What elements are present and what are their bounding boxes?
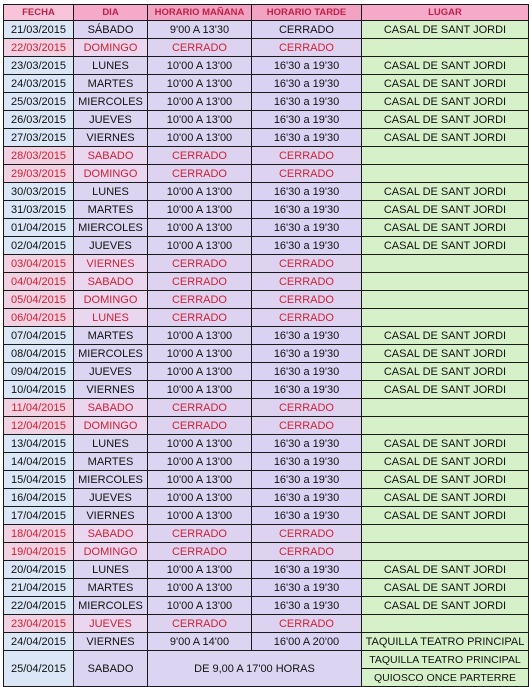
cell-date: 25/03/2015 xyxy=(4,93,74,111)
cell-morning-hours: 10'00 A 13'00 xyxy=(148,489,252,507)
cell-afternoon-hours: 16'30 a 19'30 xyxy=(252,435,362,453)
cell-morning-hours: 10'00 A 13'00 xyxy=(148,453,252,471)
cell-place: CASAL DE SANT JORDI xyxy=(362,201,529,219)
table-row xyxy=(4,561,529,579)
cell-date: 25/04/2015 xyxy=(4,651,74,687)
cell-date: 23/04/2015 xyxy=(4,615,74,633)
header-day: DIA xyxy=(74,5,148,21)
cell-afternoon-hours: 16'30 a 19'30 xyxy=(252,471,362,489)
cell-day: VIERNES xyxy=(74,381,148,399)
cell-date: 19/04/2015 xyxy=(4,543,74,561)
cell-day: MARTES xyxy=(74,579,148,597)
cell-place: CASAL DE SANT JORDI xyxy=(362,327,529,345)
cell-date: 02/04/2015 xyxy=(4,237,74,255)
table-row xyxy=(4,399,529,417)
cell-afternoon-hours: CERRADO xyxy=(252,273,362,291)
schedule-wrapper xyxy=(3,4,529,687)
table-row xyxy=(4,165,529,183)
table-row xyxy=(4,237,529,255)
cell-place: CASAL DE SANT JORDI xyxy=(362,75,529,93)
table-row xyxy=(4,327,529,345)
cell-afternoon-hours: 16'30 a 19'30 xyxy=(252,345,362,363)
cell-afternoon-hours: 16'30 a 19'30 xyxy=(252,597,362,615)
table-row xyxy=(4,417,529,435)
cell-place xyxy=(362,309,529,327)
cell-morning-hours: CERRADO xyxy=(148,309,252,327)
cell-place: CASAL DE SANT JORDI xyxy=(362,561,529,579)
cell-date: 31/03/2015 xyxy=(4,201,74,219)
cell-date: 03/04/2015 xyxy=(4,255,74,273)
cell-afternoon-hours: 16'30 a 19'30 xyxy=(252,579,362,597)
cell-place: CASAL DE SANT JORDI xyxy=(362,489,529,507)
cell-morning-hours: 10'00 A 13'00 xyxy=(148,129,252,147)
cell-day: LUNES xyxy=(74,435,148,453)
cell-day: MIERCOLES xyxy=(74,219,148,237)
table-row xyxy=(4,57,529,75)
cell-date: 11/04/2015 xyxy=(4,399,74,417)
cell-day: MIERCOLES xyxy=(74,597,148,615)
cell-morning-hours: 10'00 A 13'00 xyxy=(148,507,252,525)
table-row xyxy=(4,525,529,543)
cell-place: CASAL DE SANT JORDI xyxy=(362,57,529,75)
cell-day: DOMINGO xyxy=(74,417,148,435)
cell-date: 22/04/2015 xyxy=(4,597,74,615)
table-row xyxy=(4,507,529,525)
table-row xyxy=(4,21,529,39)
cell-afternoon-hours: 16'30 a 19'30 xyxy=(252,237,362,255)
cell-date: 01/04/2015 xyxy=(4,219,74,237)
cell-morning-hours: 10'00 A 13'00 xyxy=(148,327,252,345)
cell-day: JUEVES xyxy=(74,489,148,507)
cell-place: CASAL DE SANT JORDI xyxy=(362,597,529,615)
header-afternoon-hours: HORARIO TARDE xyxy=(252,5,362,21)
cell-afternoon-hours: CERRADO xyxy=(252,525,362,543)
cell-day: VIERNES xyxy=(74,633,148,651)
cell-afternoon-hours: CERRADO xyxy=(252,21,362,39)
cell-place: CASAL DE SANT JORDI xyxy=(362,435,529,453)
cell-date: 13/04/2015 xyxy=(4,435,74,453)
cell-morning-hours: 10'00 A 13'00 xyxy=(148,561,252,579)
cell-place: CASAL DE SANT JORDI xyxy=(362,507,529,525)
cell-date: 16/04/2015 xyxy=(4,489,74,507)
cell-day: MARTES xyxy=(74,327,148,345)
table-row xyxy=(4,453,529,471)
table-row xyxy=(4,273,529,291)
cell-day: VIERNES xyxy=(74,507,148,525)
cell-date: 28/03/2015 xyxy=(4,147,74,165)
cell-morning-hours: 10'00 A 13'00 xyxy=(148,381,252,399)
cell-day: LUNES xyxy=(74,561,148,579)
cell-day: SABADO xyxy=(74,651,148,687)
cell-date: 24/03/2015 xyxy=(4,75,74,93)
cell-day: MARTES xyxy=(74,75,148,93)
cell-place xyxy=(362,39,529,57)
cell-day: JUEVES xyxy=(74,363,148,381)
table-row xyxy=(4,129,529,147)
cell-day: DOMINGO xyxy=(74,165,148,183)
cell-place: CASAL DE SANT JORDI xyxy=(362,183,529,201)
cell-place xyxy=(362,525,529,543)
cell-date: 09/04/2015 xyxy=(4,363,74,381)
cell-date: 20/04/2015 xyxy=(4,561,74,579)
table-row xyxy=(4,543,529,561)
cell-morning-hours: CERRADO xyxy=(148,399,252,417)
cell-afternoon-hours: 16'30 a 19'30 xyxy=(252,183,362,201)
cell-afternoon-hours: 16'30 a 19'30 xyxy=(252,129,362,147)
cell-day: SABADO xyxy=(74,399,148,417)
table-row xyxy=(4,147,529,165)
cell-place: CASAL DE SANT JORDI xyxy=(362,93,529,111)
table-row xyxy=(4,471,529,489)
cell-day: LUNES xyxy=(74,183,148,201)
table-row xyxy=(4,183,529,201)
cell-afternoon-hours: 16'30 a 19'30 xyxy=(252,75,362,93)
cell-morning-hours: 10'00 A 13'00 xyxy=(148,237,252,255)
cell-afternoon-hours: 16'30 a 19'30 xyxy=(252,201,362,219)
cell-date: 29/03/2015 xyxy=(4,165,74,183)
cell-morning-hours: 9'00 A 13'30 xyxy=(148,21,252,39)
cell-afternoon-hours: CERRADO xyxy=(252,39,362,57)
table-row xyxy=(4,255,529,273)
cell-day: JUEVES xyxy=(74,111,148,129)
cell-date: 27/03/2015 xyxy=(4,129,74,147)
cell-day: JUEVES xyxy=(74,237,148,255)
cell-day: MIERCOLES xyxy=(74,345,148,363)
cell-afternoon-hours: CERRADO xyxy=(252,165,362,183)
cell-afternoon-hours: 16'30 a 19'30 xyxy=(252,453,362,471)
cell-date: 08/04/2015 xyxy=(4,345,74,363)
cell-place: TAQUILLA TEATRO PRINCIPAL xyxy=(362,633,529,651)
cell-place xyxy=(362,417,529,435)
cell-morning-hours: CERRADO xyxy=(148,165,252,183)
cell-day: LUNES xyxy=(74,309,148,327)
cell-morning-hours: CERRADO xyxy=(148,543,252,561)
cell-morning-hours: 10'00 A 13'00 xyxy=(148,57,252,75)
table-row xyxy=(4,489,529,507)
cell-place xyxy=(362,543,529,561)
table-row xyxy=(4,345,529,363)
cell-morning-hours: 10'00 A 13'00 xyxy=(148,345,252,363)
cell-date: 30/03/2015 xyxy=(4,183,74,201)
table-row-last xyxy=(4,651,529,669)
cell-date: 18/04/2015 xyxy=(4,525,74,543)
cell-place xyxy=(362,291,529,309)
cell-day: LUNES xyxy=(74,57,148,75)
cell-place: CASAL DE SANT JORDI xyxy=(362,381,529,399)
cell-place: CASAL DE SANT JORDI xyxy=(362,579,529,597)
table-row xyxy=(4,309,529,327)
cell-afternoon-hours: 16'00 A 20'00 xyxy=(252,633,362,651)
cell-day: VIERNES xyxy=(74,255,148,273)
cell-date: 12/04/2015 xyxy=(4,417,74,435)
cell-place: CASAL DE SANT JORDI xyxy=(362,111,529,129)
cell-place: CASAL DE SANT JORDI xyxy=(362,453,529,471)
cell-date: 22/03/2015 xyxy=(4,39,74,57)
cell-place xyxy=(362,255,529,273)
cell-morning-hours: 10'00 A 13'00 xyxy=(148,219,252,237)
cell-place xyxy=(362,165,529,183)
table-row xyxy=(4,435,529,453)
schedule-body xyxy=(4,21,529,687)
cell-afternoon-hours: 16'30 a 19'30 xyxy=(252,489,362,507)
cell-date: 17/04/2015 xyxy=(4,507,74,525)
cell-date: 14/04/2015 xyxy=(4,453,74,471)
header-place: LUGAR xyxy=(362,5,529,21)
cell-afternoon-hours: 16'30 a 19'30 xyxy=(252,381,362,399)
cell-date: 04/04/2015 xyxy=(4,273,74,291)
cell-morning-hours: CERRADO xyxy=(148,291,252,309)
cell-day: SÁBADO xyxy=(74,21,148,39)
cell-place: CASAL DE SANT JORDI xyxy=(362,345,529,363)
cell-afternoon-hours: CERRADO xyxy=(252,399,362,417)
table-row xyxy=(4,39,529,57)
cell-morning-hours: CERRADO xyxy=(148,39,252,57)
cell-day: JUEVES xyxy=(74,615,148,633)
cell-morning-hours: 10'00 A 13'00 xyxy=(148,363,252,381)
cell-morning-hours: 10'00 A 13'00 xyxy=(148,75,252,93)
cell-morning-hours: CERRADO xyxy=(148,615,252,633)
header-row xyxy=(4,5,529,21)
cell-morning-hours: 10'00 A 13'00 xyxy=(148,183,252,201)
cell-afternoon-hours: 16'30 a 19'30 xyxy=(252,57,362,75)
cell-place: CASAL DE SANT JORDI xyxy=(362,21,529,39)
table-row xyxy=(4,219,529,237)
cell-place: CASAL DE SANT JORDI xyxy=(362,237,529,255)
cell-place-2: QUIOSCO ONCE PARTERRE xyxy=(362,669,529,687)
cell-morning-hours: CERRADO xyxy=(148,417,252,435)
cell-place: CASAL DE SANT JORDI xyxy=(362,471,529,489)
cell-afternoon-hours: 16'30 a 19'30 xyxy=(252,507,362,525)
table-row xyxy=(4,111,529,129)
cell-place-1: TAQUILLA TEATRO PRINCIPAL xyxy=(362,651,529,669)
cell-place xyxy=(362,147,529,165)
cell-morning-hours: CERRADO xyxy=(148,525,252,543)
cell-place xyxy=(362,273,529,291)
cell-place: CASAL DE SANT JORDI xyxy=(362,219,529,237)
table-row xyxy=(4,93,529,111)
cell-morning-hours: 10'00 A 13'00 xyxy=(148,435,252,453)
cell-afternoon-hours: 16'30 a 19'30 xyxy=(252,111,362,129)
cell-day: SABADO xyxy=(74,147,148,165)
cell-afternoon-hours: CERRADO xyxy=(252,543,362,561)
cell-morning-hours: 10'00 A 13'00 xyxy=(148,579,252,597)
cell-day: DOMINGO xyxy=(74,543,148,561)
cell-day: MARTES xyxy=(74,453,148,471)
cell-date: 10/04/2015 xyxy=(4,381,74,399)
cell-afternoon-hours: CERRADO xyxy=(252,147,362,165)
table-row xyxy=(4,633,529,651)
cell-place: CASAL DE SANT JORDI xyxy=(362,363,529,381)
cell-date: 21/04/2015 xyxy=(4,579,74,597)
cell-place xyxy=(362,399,529,417)
cell-hours-merged: DE 9,00 A 17'00 HORAS xyxy=(148,651,362,687)
table-row xyxy=(4,615,529,633)
table-row xyxy=(4,201,529,219)
cell-place: CASAL DE SANT JORDI xyxy=(362,129,529,147)
cell-morning-hours: 10'00 A 13'00 xyxy=(148,201,252,219)
cell-day: MIERCOLES xyxy=(74,471,148,489)
cell-date: 06/04/2015 xyxy=(4,309,74,327)
cell-date: 24/04/2015 xyxy=(4,633,74,651)
cell-morning-hours: CERRADO xyxy=(148,147,252,165)
table-row xyxy=(4,291,529,309)
schedule-table xyxy=(3,4,529,687)
table-row xyxy=(4,579,529,597)
table-row xyxy=(4,597,529,615)
cell-day: VIERNES xyxy=(74,129,148,147)
cell-date: 07/04/2015 xyxy=(4,327,74,345)
table-row xyxy=(4,75,529,93)
table-row xyxy=(4,363,529,381)
cell-morning-hours: CERRADO xyxy=(148,273,252,291)
cell-afternoon-hours: 16'30 a 19'30 xyxy=(252,327,362,345)
cell-afternoon-hours: 16'30 a 19'30 xyxy=(252,363,362,381)
cell-date: 15/04/2015 xyxy=(4,471,74,489)
cell-date: 05/04/2015 xyxy=(4,291,74,309)
cell-morning-hours: 9'00 A 14'00 xyxy=(148,633,252,651)
cell-day: DOMINGO xyxy=(74,39,148,57)
cell-afternoon-hours: CERRADO xyxy=(252,309,362,327)
cell-morning-hours: 10'00 A 13'00 xyxy=(148,93,252,111)
cell-afternoon-hours: 16'30 a 19'30 xyxy=(252,561,362,579)
table-row xyxy=(4,381,529,399)
header-date: FECHA xyxy=(4,5,74,21)
cell-afternoon-hours: CERRADO xyxy=(252,255,362,273)
cell-day: SABADO xyxy=(74,273,148,291)
cell-place xyxy=(362,615,529,633)
cell-day: MARTES xyxy=(74,201,148,219)
cell-afternoon-hours: 16'30 a 19'30 xyxy=(252,219,362,237)
cell-date: 23/03/2015 xyxy=(4,57,74,75)
cell-morning-hours: CERRADO xyxy=(148,255,252,273)
cell-afternoon-hours: 16'30 a 19'30 xyxy=(252,93,362,111)
cell-date: 26/03/2015 xyxy=(4,111,74,129)
header-morning-hours: HORARIO MAÑANA xyxy=(148,5,252,21)
cell-day: MIERCOLES xyxy=(74,93,148,111)
cell-afternoon-hours: CERRADO xyxy=(252,615,362,633)
cell-morning-hours: 10'00 A 13'00 xyxy=(148,471,252,489)
cell-afternoon-hours: CERRADO xyxy=(252,291,362,309)
cell-morning-hours: 10'00 A 13'00 xyxy=(148,111,252,129)
cell-day: SABADO xyxy=(74,525,148,543)
cell-date: 21/03/2015 xyxy=(4,21,74,39)
cell-afternoon-hours: CERRADO xyxy=(252,417,362,435)
cell-morning-hours: 10'00 A 13'00 xyxy=(148,597,252,615)
cell-day: DOMINGO xyxy=(74,291,148,309)
